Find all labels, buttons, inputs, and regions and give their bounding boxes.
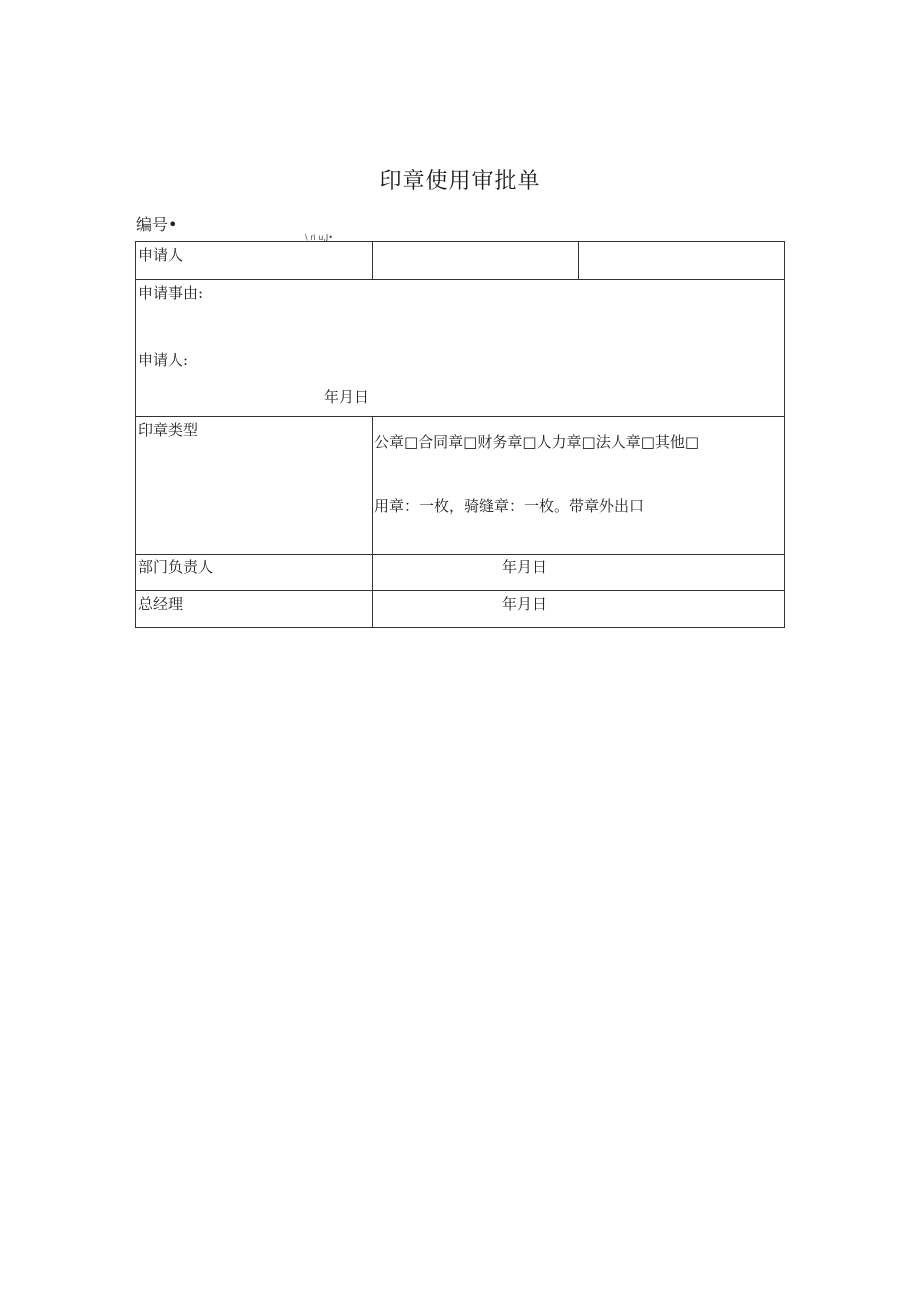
- general-manager-label: 总经理: [138, 595, 184, 613]
- seal-type-options[interactable]: 公章□合同章□财务章□人力章□法人章□其他□: [374, 433, 700, 451]
- reason-field[interactable]: [136, 304, 784, 344]
- reason-date: 年月日: [324, 388, 370, 406]
- row-divider: [136, 279, 784, 280]
- general-manager-date: 年月日: [502, 595, 548, 613]
- row-divider: [136, 590, 784, 591]
- applicant-extra-field[interactable]: [579, 242, 784, 279]
- seal-usage-line: 用章：一枚，骑缝章：一枚。带章外出口: [374, 497, 645, 515]
- dept-head-label: 部门负责人: [138, 558, 214, 576]
- page-title: 印章使用审批单: [379, 169, 541, 194]
- serial-number-label: 编号•: [136, 215, 178, 234]
- row-divider: [136, 416, 784, 417]
- applicant-label: 申请人: [138, 246, 184, 264]
- seal-type-label: 印章类型: [138, 421, 199, 439]
- reason-label: 申请事由:: [138, 284, 204, 302]
- row-divider: [136, 554, 784, 555]
- approval-form-table: [135, 241, 785, 628]
- dept-head-date: 年月日: [502, 558, 548, 576]
- applicant-signature-label: 申请人:: [138, 351, 189, 369]
- column-divider: [372, 416, 373, 628]
- applicant-name-field[interactable]: [373, 242, 578, 279]
- stray-mark: \ ri u,J•: [305, 233, 333, 242]
